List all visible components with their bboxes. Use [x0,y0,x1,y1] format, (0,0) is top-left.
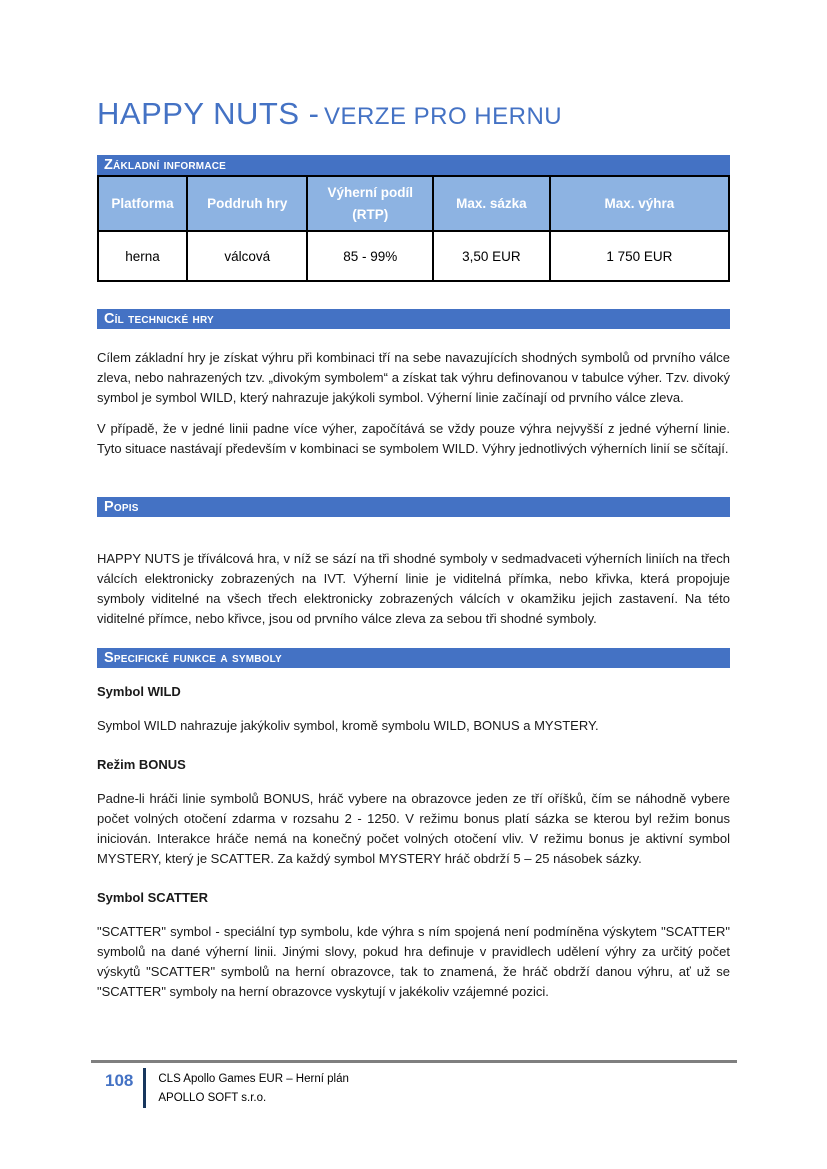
footer-line-1: CLS Apollo Games EUR – Herní plán [158,1073,349,1085]
page-content [97,0,730,1002]
table-header-cell-platforma: Platforma [98,176,187,231]
footer [91,1060,737,1108]
subheading-rezim-bonus: Režim BONUS [97,757,186,772]
table-cell-max-sazka: 3,50 EUR [433,231,550,281]
table-data-row [98,231,729,281]
table-header-cell-max-sazka: Max. sázka [433,176,550,231]
title-main: HAPPY NUTS - [97,96,320,131]
page-title [97,96,730,132]
page-number: 108 [105,1071,134,1090]
subheading-symbol-scatter: Symbol SCATTER [97,890,208,905]
table-cell-max-vyhra: 1 750 EUR [550,231,729,281]
goal-paragraph-1: Cílem základní hry je získat výhru při kombinaci tří na sebe navazujících shodných symbolů od prvního válce zleva, nebo nahrazených tzv. „divokým symbolem“ a získat tak výhru definovanou v tabulce výher. Tzv. divoký symbol je symbol WILD, který nahrazuje jakýkoli symbol. Výherní linie začínají od prvního válce zleva. [97,350,730,405]
table-cell-poddruh: válcová [187,231,308,281]
goal-paragraph-2: V případě, že v jedné linii padne více výher, započítává se vždy pouze výhra nejvyšší z jedné výherní linie. Tyto situace nastávají především v kombinaci se symbolem WILD. Výhry jednotlivých výherních linií se sčítají. [97,421,730,456]
section-header-basic-info: Základní informace [97,155,730,175]
section-header-functions: Specifické funkce a symboly [97,648,730,668]
subheading-symbol-wild: Symbol WILD [97,684,181,699]
table-header-cell-poddruh: Poddruh hry [187,176,308,231]
symbol-scatter-paragraph: "SCATTER" symbol - speciální typ symbolu, kde výhra s ním spojená není podmíněna výskytem "SCATTER" symbolů na dané výherní linii. Jinými slovy, pokud hra definuje v pravidlech udělení výhry za určitý počet výskytů "SCATTER" symbolů na herní obrazovce, tak to znamená, že hráč obdrží danou výhru, ať už se "SCATTER" symboly na herní obrazovce vyskytují v jakékoliv vzájemné pozici. [97,924,730,999]
footer-divider [143,1068,146,1108]
section-header-popis: Popis [97,497,730,517]
symbol-wild-paragraph: Symbol WILD nahrazuje jakýkoliv symbol, kromě symbolu WILD, BONUS a MYSTERY. [97,718,599,733]
footer-text [158,1068,348,1108]
footer-rule [91,1060,737,1063]
table-header-cell-max-vyhra: Max. výhra [550,176,729,231]
footer-line-2: APOLLO SOFT s.r.o. [158,1092,267,1104]
popis-paragraph: HAPPY NUTS je tříválcová hra, v níž se sází na tři shodné symboly v sedmadvaceti výherních liniích na třech válcích elektronicky zobrazených na IVT. Výherní linie je viditelná přímka, nebo křivka, která propojuje symboly viditelné na všech třech elektronicky zobrazených válcích v okamžiku jejich zastavení. Na této viditelné přímce, nebo křivce, jsou od prvního válce zleva za sebou tři shodné symboly. [97,551,730,626]
title-subtitle: VERZE PRO HERNU [323,103,563,130]
table-cell-platforma: herna [98,231,187,281]
table-cell-rtp: 85 - 99% [307,231,433,281]
rezim-bonus-paragraph: Padne-li hráči linie symbolů BONUS, hráč vybere na obrazovce jeden ze tří oříšků, čím se náhodně vybere počet volných otočení zdarma v rozsahu 2 - 1250. V režimu bonus platí sázka se kterou byl režim bonus iniciován. Interakce hráče nemá na konečný počet volných otočení vliv. V režimu bonus je aktivní symbol MYSTERY, který je SCATTER. Za každý symbol MYSTERY hráč obdrží 5 – 25 násobek sázky. [97,791,730,866]
basic-info-table [97,175,730,282]
section-header-goal: Cíl technické hry [97,309,730,329]
table-header-cell-rtp: Výherní podíl (RTP) [307,176,433,231]
table-header-row [98,176,729,231]
footer-row [91,1068,737,1108]
